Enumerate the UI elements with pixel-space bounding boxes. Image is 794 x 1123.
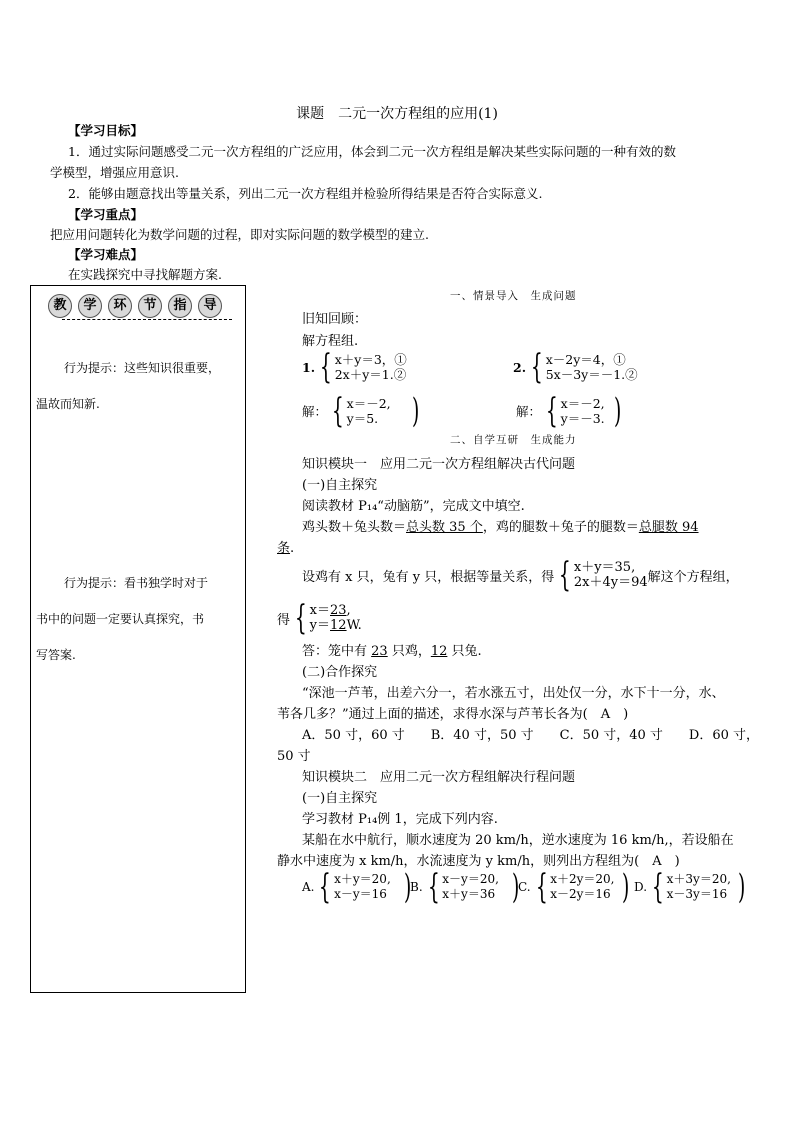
choice-a-system [334, 872, 391, 902]
brace: ) [511, 867, 520, 907]
hint-1 [36, 350, 244, 422]
poem-line-2: 苇各几多？”通过上面的描述，求得水深与芦苇长各为( A ) [277, 707, 629, 722]
read-instruction-2: 学习教材 P₁₄例 1，完成下列内容. [302, 812, 498, 827]
answer-text: 只兔. [447, 644, 482, 659]
blank-answer: 条 [277, 541, 291, 556]
banner-char: 学 [78, 294, 102, 318]
got-eq-1-end: , [346, 603, 351, 618]
page-title: 课题 二元一次方程组的应用(1) [296, 106, 498, 122]
module-1-title: 知识模块一 应用二元一次方程组解决古代问题 [302, 457, 576, 472]
solve-label: 解方程组. [302, 334, 359, 349]
got-line [277, 598, 362, 638]
hint-2-line-2: 书中的问题一定要认真探究，书 [36, 612, 205, 626]
choice-c-eq-2: x－2y＝16 [550, 887, 611, 901]
sol1-line-2: y＝5. [346, 411, 379, 426]
setup-text-2: 解这个方程组， [647, 569, 739, 585]
sol2-line-2: y＝－3. [560, 411, 605, 426]
choice-a [302, 867, 414, 907]
brace: { [319, 347, 332, 387]
eq2-line-2: 5x－3y＝－1.② [545, 367, 638, 382]
hint-2-line-3: 写答案. [36, 648, 76, 662]
key-header: 【学习重点】 [68, 207, 144, 222]
choice-c-system [550, 872, 614, 902]
eq2-lines [546, 352, 638, 382]
goal-2: 2．能够由题意找出等量关系，列出二元一次方程组并检验所得结果是否符合实际意义. [68, 186, 543, 201]
sol1-label: 解： [302, 404, 328, 419]
choice-label: A. [302, 880, 315, 894]
choice-label: B. [410, 880, 423, 894]
key-text: 把应用问题转化为数学问题的过程，即对实际问题的数学模型的建立. [50, 227, 429, 242]
eq2-number: 2. [513, 359, 527, 375]
blank-answer: 23 [371, 644, 388, 659]
answer-text: 只鸡， [387, 644, 431, 659]
goal-1-line-1: 1．通过实际问题感受二元一次方程组的广泛应用，体会到二元一次方程组是解决某些实际问题的一种有效的数 [68, 144, 676, 159]
goals-header: 【学习目标】 [68, 123, 144, 138]
options-line-1: A．50 寸，60 寸 B．40 寸，50 寸 C．50 寸，40 寸 D．60 寸， [302, 728, 760, 743]
sol2-lines [561, 396, 605, 426]
brace: { [651, 867, 664, 907]
read-instruction-1: 阅读教材 P₁₄“动脑筋”，完成文中填空. [302, 499, 525, 514]
choice-a-eq-2: x－y＝16 [334, 887, 387, 901]
relation-text: . [290, 541, 295, 556]
choice-label: D. [634, 880, 648, 894]
choice-a-eq-1: x＋y＝20, [334, 872, 391, 886]
answer-text: 答：笼中有 [302, 644, 372, 659]
banner-dash-line [62, 319, 232, 320]
brace: { [530, 347, 543, 387]
solution-2 [516, 391, 624, 431]
got-system [310, 603, 362, 633]
brace: ) [411, 391, 419, 431]
got-eq-2-end: W. [346, 618, 362, 633]
choice-d-system [667, 872, 731, 902]
hint-1-line-2: 温故而知新. [36, 397, 100, 411]
banner-char: 导 [198, 294, 222, 318]
boat-line-1: 某船在水中航行，顺水速度为 20 km/h，逆水速度为 16 km/h,，若设船在 [302, 833, 734, 848]
hint-1-line-1: 行为提示：这些知识很重要， [64, 361, 221, 375]
setup-system [574, 560, 648, 590]
difficulty-text: 在实践探究中寻找解题方案. [68, 267, 222, 282]
options-line-2: 50 寸 [277, 749, 311, 764]
setup-text: 设鸡有 x 只，兔有 y 只，根据等量关系，得 [302, 569, 555, 585]
equation-system-2 [513, 347, 638, 387]
relation-text: 鸡头数＋兔头数＝ [302, 520, 407, 535]
brace: ) [613, 391, 621, 431]
blank-answer: 总腿数 94 [638, 520, 699, 535]
brace: ) [403, 867, 412, 907]
brace: { [294, 598, 307, 638]
brace: { [545, 391, 558, 431]
choice-d-eq-2: x－3y＝16 [666, 887, 728, 901]
blank-answer: 23 [330, 603, 347, 618]
brace: { [535, 867, 548, 907]
banner-char: 节 [138, 294, 162, 318]
brace: { [319, 867, 332, 907]
relation-line [302, 516, 699, 535]
blank-answer: 总头数 35 个 [406, 520, 483, 535]
poem-line-1: “深池一芦苇，出差六分一，若水涨五寸，出处仅一分，水下十一分，水、 [302, 686, 725, 701]
solution-1 [302, 391, 422, 431]
brace: { [331, 391, 344, 431]
boat-line-2: 静水中速度为 x km/h，水流速度为 y km/h，则列出方程组为( A ) [277, 854, 680, 869]
hint-2-line-1: 行为提示：看书独学时对于 [64, 576, 209, 590]
blank-answer: 12 [330, 618, 347, 633]
setup-eq-1: x＋y＝35, [573, 560, 636, 575]
review-label: 旧知回顾： [302, 312, 368, 327]
brace: ) [621, 867, 629, 907]
sol1-line-1: x＝－2, [346, 396, 391, 411]
coop-study: (二)合作探究 [302, 665, 378, 680]
brace: { [427, 867, 440, 907]
choice-c-eq-1: x＋2y＝20, [550, 872, 615, 886]
banner-char: 教 [48, 294, 72, 318]
got-label: 得 [277, 612, 291, 628]
sidebar-banner [38, 291, 238, 321]
setup-eq-2: 2x＋4y＝94 [573, 575, 648, 590]
eq1-line-2: 2x＋y＝1.② [334, 367, 407, 382]
answer-line [302, 640, 482, 659]
choice-c [518, 867, 632, 907]
brace: { [559, 555, 571, 595]
section-2-heading: 二、自学互研 生成能力 [450, 434, 577, 446]
banner-char: 指 [168, 294, 192, 318]
choice-d-eq-1: x＋3y＝20, [666, 872, 731, 886]
eq1-lines [335, 352, 407, 382]
eq2-line-1: x－2y＝4，① [545, 352, 626, 367]
banner-char: 环 [108, 294, 132, 318]
relation-text: ，鸡的腿数＋兔子的腿数＝ [482, 520, 639, 535]
module-2-title: 知识模块二 应用二元一次方程组解决行程问题 [302, 770, 576, 785]
setup-line [302, 555, 739, 595]
choice-d [634, 867, 748, 907]
blank-answer: 12 [430, 644, 448, 659]
eq1-line-1: x＋y＝3，① [334, 352, 407, 367]
sol2-line-1: x＝－2, [560, 396, 605, 411]
sol1-lines [347, 396, 391, 426]
equation-system-1 [302, 347, 407, 387]
brace: ) [737, 867, 746, 907]
relation-line-2 [277, 537, 294, 556]
got-eq-2: y＝ [309, 618, 331, 633]
sol2-label: 解： [516, 404, 542, 419]
choice-b [410, 867, 522, 907]
self-study-2: (一)自主探究 [302, 791, 378, 806]
section-1-heading: 一、情景导入 生成问题 [450, 290, 577, 302]
choice-label: C. [518, 880, 531, 894]
self-study-1: (一)自主探究 [302, 478, 378, 493]
choice-b-eq-1: x－y＝20, [442, 872, 499, 886]
choice-b-system [442, 872, 499, 902]
got-eq-1: x＝ [309, 603, 330, 618]
goal-1-line-2: 学模型，增强应用意识. [50, 165, 179, 180]
choice-b-eq-2: x＋y＝36 [442, 887, 496, 901]
hint-2 [36, 565, 244, 673]
eq1-number: 1. [302, 359, 316, 375]
difficulty-header: 【学习难点】 [68, 247, 144, 262]
